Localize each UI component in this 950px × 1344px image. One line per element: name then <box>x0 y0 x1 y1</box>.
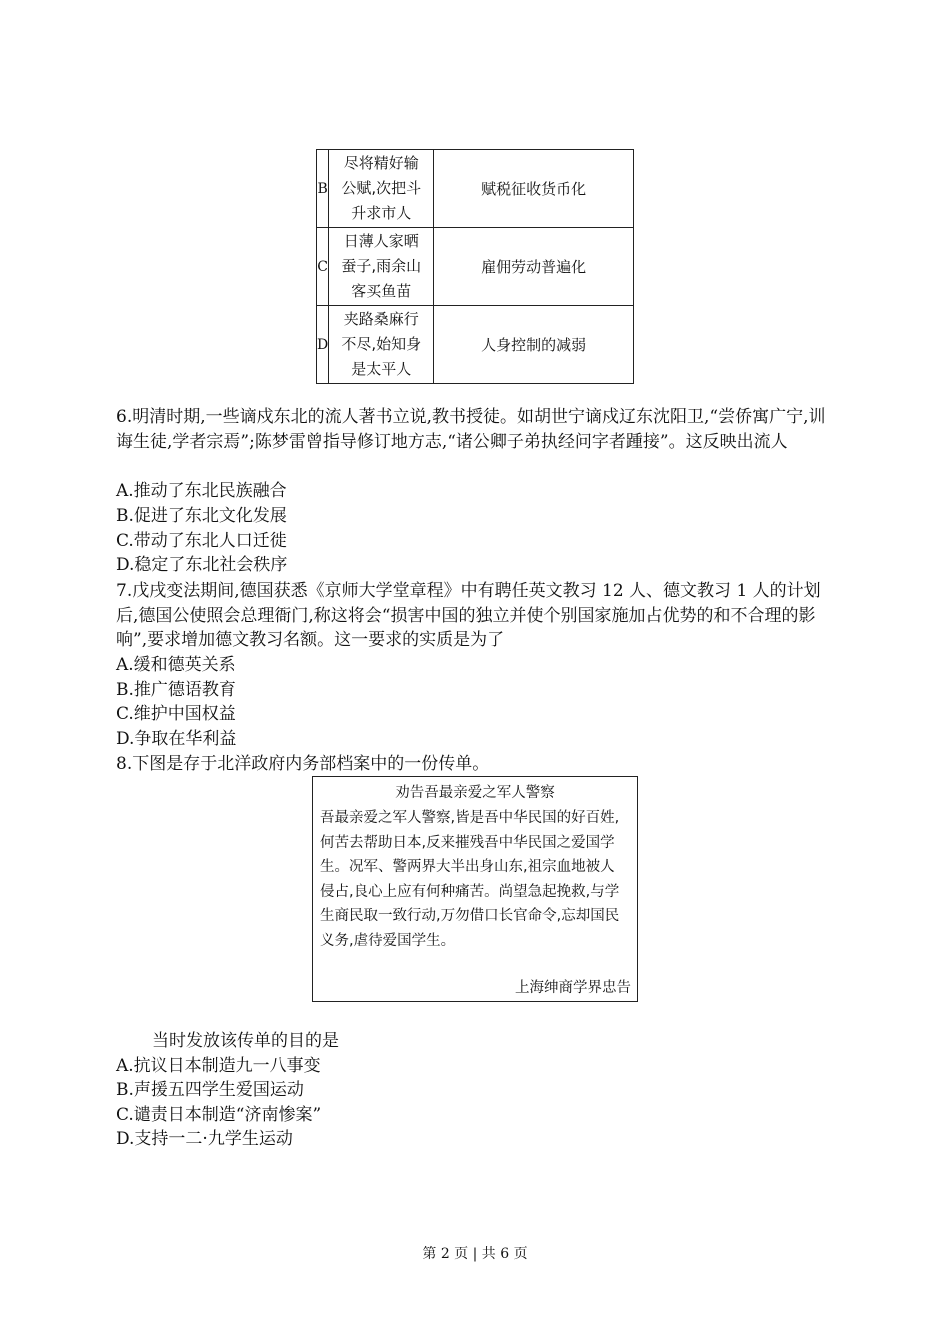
q8-option-d[interactable]: D.支持一二·九学生运动 <box>116 1129 293 1149</box>
row-letter: B <box>317 150 329 228</box>
poem-line: 蚕子,雨余山 <box>341 257 422 275</box>
q6-option-d[interactable]: D.稳定了东北社会秩序 <box>116 555 288 575</box>
poem-line: 客买鱼苗 <box>351 282 412 300</box>
poem-line: 公赋,次把斗 <box>341 179 422 197</box>
row-letter: D <box>317 306 329 384</box>
q8-option-c[interactable]: C.谴责日本制造“济南惨案” <box>116 1105 322 1125</box>
leaflet-body: 吾最亲爱之军人警察,皆是吾中华民国的好百姓,何苦去帮助日本,反来摧残吾中华民国之爱国学生。况军、警两界大半出身山东,祖宗血地被人侵占,良心上应有何种痛苦。尚望急起挽救,与学生商民取一致行动,万勿借口长官命令,忘却国民义务,虐待爱国学生。 <box>320 810 620 949</box>
q7-option-b[interactable]: B.推广德语教育 <box>116 680 236 700</box>
leaflet-title: 劝告吾最亲爱之军人警察 <box>395 785 555 801</box>
question-7-stem: 7.戊戌变法期间,德国获悉《京师大学堂章程》中有聘任英文教习 12 人、德文教习 1 人的计划后,德国公使照会总理衙门,称这将会“损害中国的独立并使个别国家施加占优势的和不合理的影响”,要求增加德文教习名额。这一要求的实质是为了 <box>116 581 821 650</box>
description-cell: 赋税征收货币化 <box>434 150 634 228</box>
options-table <box>316 149 634 384</box>
poem-cell <box>329 150 434 228</box>
description-cell: 雇佣劳动普遍化 <box>434 228 634 306</box>
q6-option-c[interactable]: C.带动了东北人口迁徙 <box>116 531 287 551</box>
q6-option-b[interactable]: B.促进了东北文化发展 <box>116 506 287 526</box>
poem-line: 是太平人 <box>351 360 412 378</box>
description-cell: 人身控制的减弱 <box>434 306 634 384</box>
poem-line: 不尽,始知身 <box>341 335 422 353</box>
q7-option-d[interactable]: D.争取在华利益 <box>116 729 237 749</box>
table-row <box>317 228 634 306</box>
question-8-prompt: 当时发放该传单的目的是 <box>152 1031 339 1051</box>
poem-cell <box>329 228 434 306</box>
leaflet-image <box>312 776 638 1002</box>
table-row <box>317 306 634 384</box>
poem-line: 日薄人家晒 <box>343 232 419 250</box>
q8-option-a[interactable]: A.抗议日本制造九一八事变 <box>116 1056 321 1076</box>
page-footer: 第 2 页 | 共 6 页 <box>422 1246 528 1262</box>
q7-option-c[interactable]: C.维护中国权益 <box>116 704 236 724</box>
table-row <box>317 150 634 228</box>
poem-line: 尽将精好输 <box>343 154 419 172</box>
poem-cell <box>329 306 434 384</box>
row-letter: C <box>317 228 329 306</box>
q6-option-a[interactable]: A.推动了东北民族融合 <box>116 481 287 501</box>
question-8-stem: 8.下图是存于北洋政府内务部档案中的一份传单。 <box>116 754 490 774</box>
q7-option-a[interactable]: A.缓和德英关系 <box>116 655 236 675</box>
q8-option-b[interactable]: B.声援五四学生爱国运动 <box>116 1080 304 1100</box>
poem-line: 夹路桑麻行 <box>343 310 419 328</box>
leaflet-signature: 上海绅商学界忠告 <box>515 980 631 996</box>
poem-line: 升求市人 <box>351 204 412 222</box>
question-6-stem: 6.明清时期,一些谪戍东北的流人著书立说,教书授徒。如胡世宁谪戍辽东沈阳卫,“尝侨寓广宁,训诲生徒,学者宗焉”;陈梦雷曾指导修订地方志,“诸公卿子弟执经问字者踵接”。这反映出流人 <box>116 407 826 452</box>
